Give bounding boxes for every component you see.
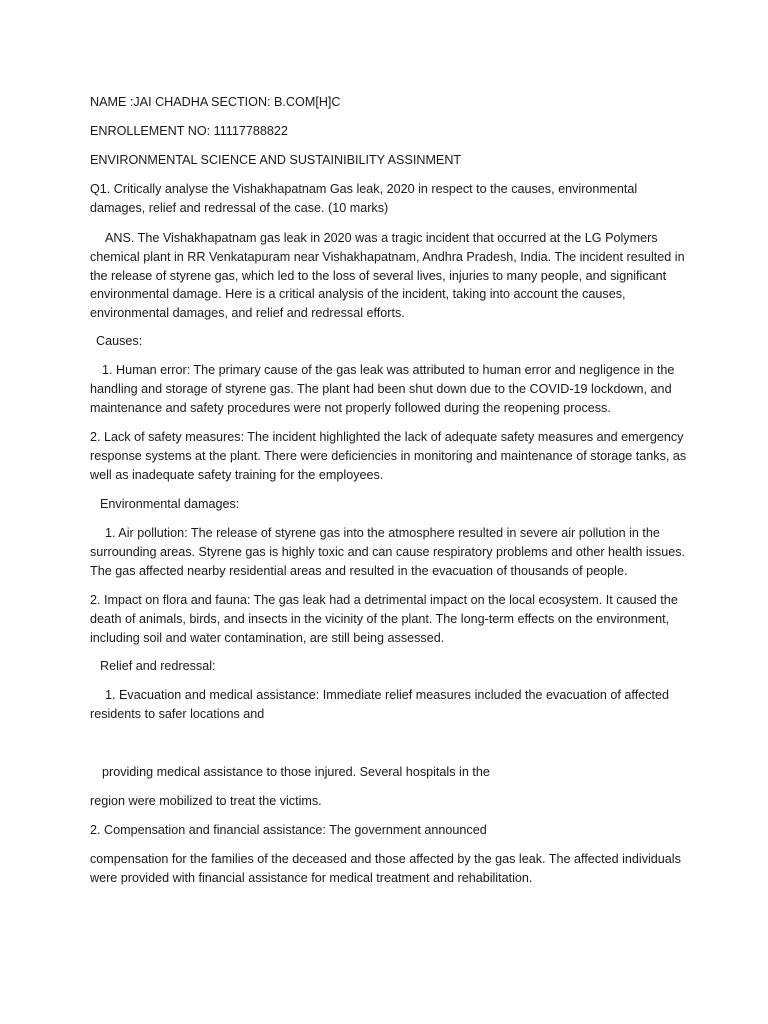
question-text: Q1. Critically analyse the Vishakhapatnam Gas leak, 2020 in respect to the causes, environmental damages, relief and redressal of the case. (10 marks) xyxy=(90,182,641,215)
answer-intro: ANS. The Vishakhapatnam gas leak in 2020 was a tragic incident that occurred at the LG Polymers chemical plant in RR Venkatapuram near Vishakhapatnam, Andhra Pradesh, India. The incident resulted in the release of styrene gas, which led to the loss of several lives, injuries to many people, and significant environmental damage. Here is a critical analysis of the incident, taking into account the causes, environmental damages, and relief and redressal efforts. xyxy=(90,231,689,321)
relief-1-paragraph-start: 1. Evacuation and medical assistance: Immediate relief measures included the evacuation of affected residents to safer locations and xyxy=(90,688,673,721)
subject-title: ENVIRONMENTAL SCIENCE AND SUSTAINIBILITY ASSINMENT xyxy=(90,153,462,167)
cause-1-paragraph: 1. Human error: The primary cause of the gas leak was attributed to human error and negligence in the handling and storage of styrene gas. The plant had been shut down due to the COVID-19 lockdown, and maintenance and safety procedures were not properly followed during the reopening process. xyxy=(90,363,678,415)
relief-heading: Relief and redressal: xyxy=(100,659,216,673)
relief-1-paragraph-end: region were mobilized to treat the victims. xyxy=(90,794,322,808)
environmental-damages-heading: Environmental damages: xyxy=(100,497,240,511)
relief-2-paragraph-cont: compensation for the families of the deceased and those affected by the gas leak. The affected individuals were provided with financial assistance for medical treatment and rehabilitation. xyxy=(90,852,685,885)
env-2-paragraph: 2. Impact on flora and fauna: The gas leak had a detrimental impact on the local ecosystem. It caused the death of animals, birds, and insects in the vicinity of the plant. The long-term effects on the environment, including soil and water contamination, are still being assessed. xyxy=(90,593,682,645)
name-section-line: NAME :JAI CHADHA SECTION: B.COM[H]C xyxy=(90,95,341,109)
causes-heading: Causes: xyxy=(96,334,143,348)
relief-2-paragraph-start: 2. Compensation and financial assistance: The government announced xyxy=(90,823,487,837)
cause-2-paragraph: 2. Lack of safety measures: The incident highlighted the lack of adequate safety measures and emergency response systems at the plant. There were deficiencies in monitoring and maintenance of storage tanks, as well as inadequate safety training for the employees. xyxy=(90,430,690,482)
env-1-paragraph: 1. Air pollution: The release of styrene gas into the atmosphere resulted in severe air pollution in the surrounding areas. Styrene gas is highly toxic and can cause respiratory problems and other health issues. The gas affected nearby residential areas and resulted in the evacuation of thousands of people. xyxy=(90,526,689,578)
relief-1-paragraph-cont: providing medical assistance to those injured. Several hospitals in the xyxy=(102,765,490,779)
enrollment-line: ENROLLEMENT NO: 11117788822 xyxy=(90,124,288,138)
